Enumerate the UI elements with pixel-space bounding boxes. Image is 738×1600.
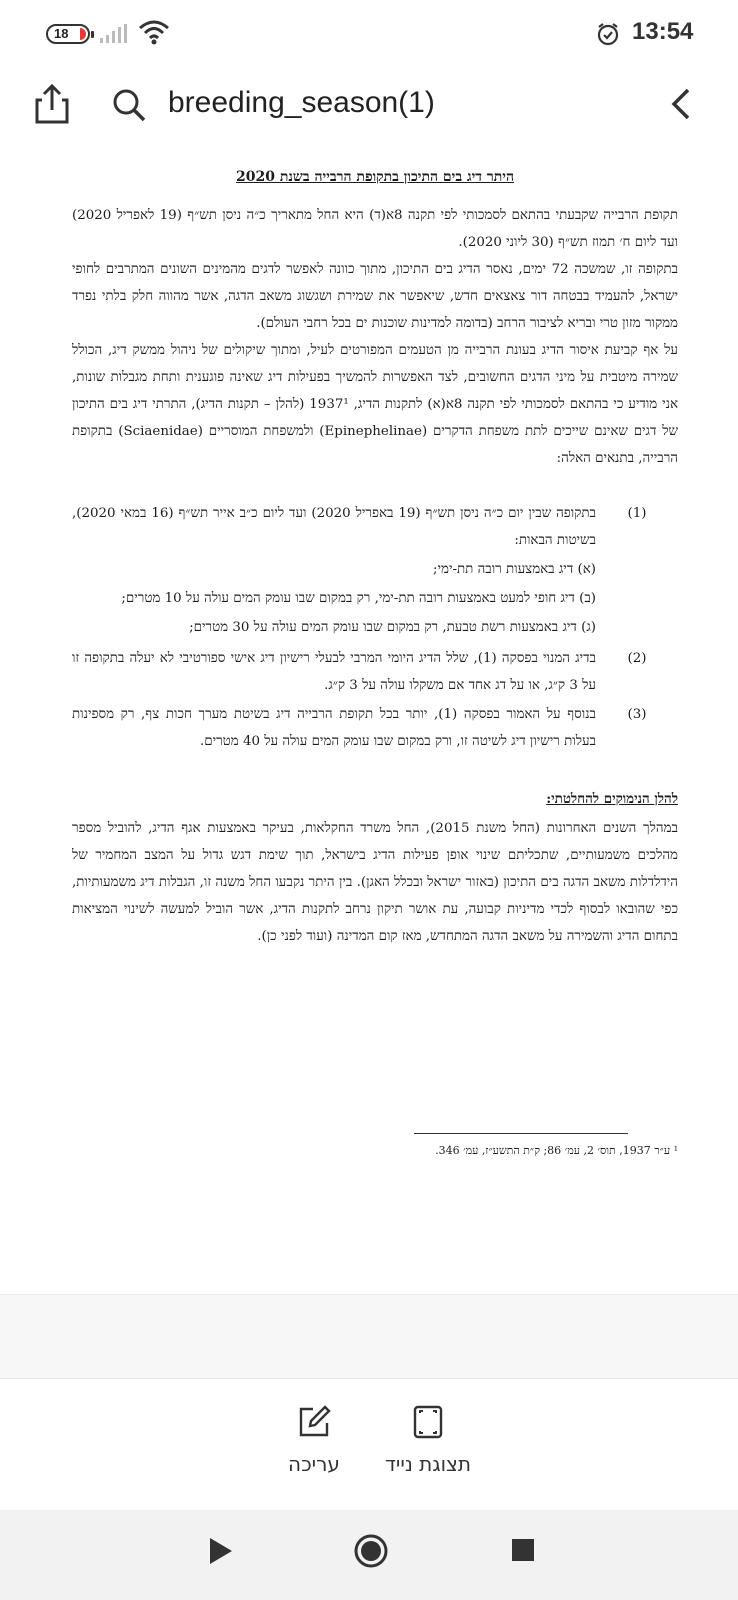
sub-item: (ב) דיג חופי למעט באמצעות רובה תת-ימי, רק במקום שבו עומק המים עולה על 10 מטרים; <box>121 591 596 606</box>
sub-item: (ג) דיג באמצעות רשת טבעת, רק במקום שבו עומק המים עולה על 30 מטרים; <box>189 620 596 635</box>
document-page <box>72 158 678 950</box>
nav-recent-icon[interactable] <box>510 1534 536 1568</box>
paragraph: בתקופה זו, שמשכה 72 ימים, נאסר הדיג בים התיכון, מתוך כוונה לאפשר לדגים מהמינים השונים המתרבים לחופי ישראל, להעמיד בבטחה דור צאצאים חדש, שיאפשר את שמירת ושגשוג משאב הדגה, אשר מהווה חלק בלתי נפרד ממקור מזון טרי ובריא לציבור הרחב (בדומה למדינות שוכנות ים בכל רחבי העולם). <box>72 262 679 331</box>
mobile-view-label: תצוגת נייד <box>384 1452 472 1476</box>
alarm-icon <box>596 22 620 46</box>
nav-back-icon[interactable] <box>206 1534 236 1568</box>
battery-level: 18 <box>54 26 69 41</box>
document-header <box>0 68 738 148</box>
item-text: בדיג המנוי בפסקה (1), שלל הדיג היומי המרבי לבעלי רישיון דיג אישי ספורטיבי לא יעלה בתקופה זו על 3 ק״ג, או על דג אחד אם משקלו עולה על 3 ק״ג. <box>72 651 596 693</box>
search-icon[interactable] <box>112 88 148 124</box>
document-title: breeding_season(1) <box>168 86 435 119</box>
item-text: בנוסף על האמור בפסקה (1), יותר בכל תקופת הרבייה דיג בשיטת מערך חכות צף, רק מספינות בעלות רישיון דיג לשיטה זו, ורק במקום שבו עומק המים עולה על 40 מטרים. <box>72 707 597 749</box>
bottom-toolbar <box>0 1378 738 1510</box>
list-item <box>72 500 678 643</box>
chevron-left-icon[interactable] <box>668 86 696 122</box>
reasons-section <box>72 785 678 950</box>
nav-home-icon[interactable] <box>354 1534 388 1568</box>
share-icon[interactable] <box>34 82 70 126</box>
footnote-divider <box>414 1133 628 1134</box>
paragraph: תקופת הרבייה שקבעתי בהתאם לסמכותי לפי תקנה 8א(ד) היא החל מתאריך כ״ה ניסן תש״ף (19 לאפריל 2020) ועד ליום ח׳ תמוז תש״ף (30 ליוני 2020). <box>72 208 678 250</box>
item-text: בתקופה שבין יום כ״ה ניסן תש״ף (19 באפריל 2020) ועד ליום כ״ב אייר תש״ף (16 במאי 2020), בשיטות הבאות: <box>72 506 597 548</box>
item-number: (3) <box>627 707 647 722</box>
document-heading: היתר דיג בים התיכון בתקופת הרבייה בשנת 2020 <box>236 169 514 185</box>
document-end-area <box>0 1294 738 1378</box>
edit-icon <box>297 1405 331 1439</box>
sub-item: (א) דיג באמצעות רובה תת-ימי; <box>433 562 596 577</box>
reasons-heading: להלן הנימוקים להחלטתי: <box>546 791 678 807</box>
item-number: (2) <box>627 651 647 666</box>
edit-label: עריכה <box>288 1452 340 1476</box>
status-time: 13:54 <box>632 18 694 45</box>
reasons-paragraph: במהלך השנים האחרונות (החל משנת 2015), החל משרד החקלאות, בעיקר באמצעות אגף הדיג, להוביל מספר מהלכים משמעותיים, שתכליתם שינוי אופן פעילות הדיג בישראל, תוך שימת דגש גדול על המצב המחמיר של הידלדלות משאב הדגה בים התיכון (באזור ישראל ובכלל האגן). בין היתר נקבעו החל משנה זו, הגבלות דיג משמעותיות, כפי שהובאו לבסוף לכדי מדיניות קבועה, עת אושר תיקון נרחב לתקנות הדיג, אשר הוביל למעשה לשינוי המציאות בתחום הדיג והשמירה על משאב הדגה המתחדש, מאז קום המדינה (ועוד לפני כן). <box>72 821 678 944</box>
paragraph: על אף קביעת איסור הדיג בעונת הרבייה מן הטעמים המפורטים לעיל, ומתוך שיקולים של ניהול ממשק דיג, הכולל שמירה מיטבית על מיני הדגים החשובים, לצד האפשרות להמשיך בפעילות דיג שאינה פוגענית ותחת מגבלות שונות, אני מודיע כי בהתאם לסמכותי לפי תקנה 8א(א) לתקנות הדיג, 1937¹ (להלן – תקנות הדיג), התרתי דיג בים התיכון של דגים שאינם שייכים לתת משפחת הדקרים (Epinephelinae) ולמשפחת המוסריים (Sciaenidae) בתקופת הרבייה, בתנאים האלה: <box>72 343 679 466</box>
list-item <box>72 645 678 699</box>
wifi-icon <box>138 18 170 46</box>
mobile-view-button[interactable] <box>358 1405 498 1476</box>
list-item <box>72 701 678 755</box>
system-nav-bar <box>0 1510 738 1600</box>
status-bar <box>0 0 738 68</box>
item-number: (1) <box>627 506 647 521</box>
footnote: ¹ ע״ר 1937, תוס׳ 2, עמ׳ 86; ק״ת התשע״ז, עמ׳ 346. <box>435 1144 678 1157</box>
signal-icon <box>100 24 128 44</box>
conditions-list <box>72 500 678 755</box>
battery-icon <box>46 24 90 44</box>
mobile-view-icon <box>413 1405 443 1439</box>
